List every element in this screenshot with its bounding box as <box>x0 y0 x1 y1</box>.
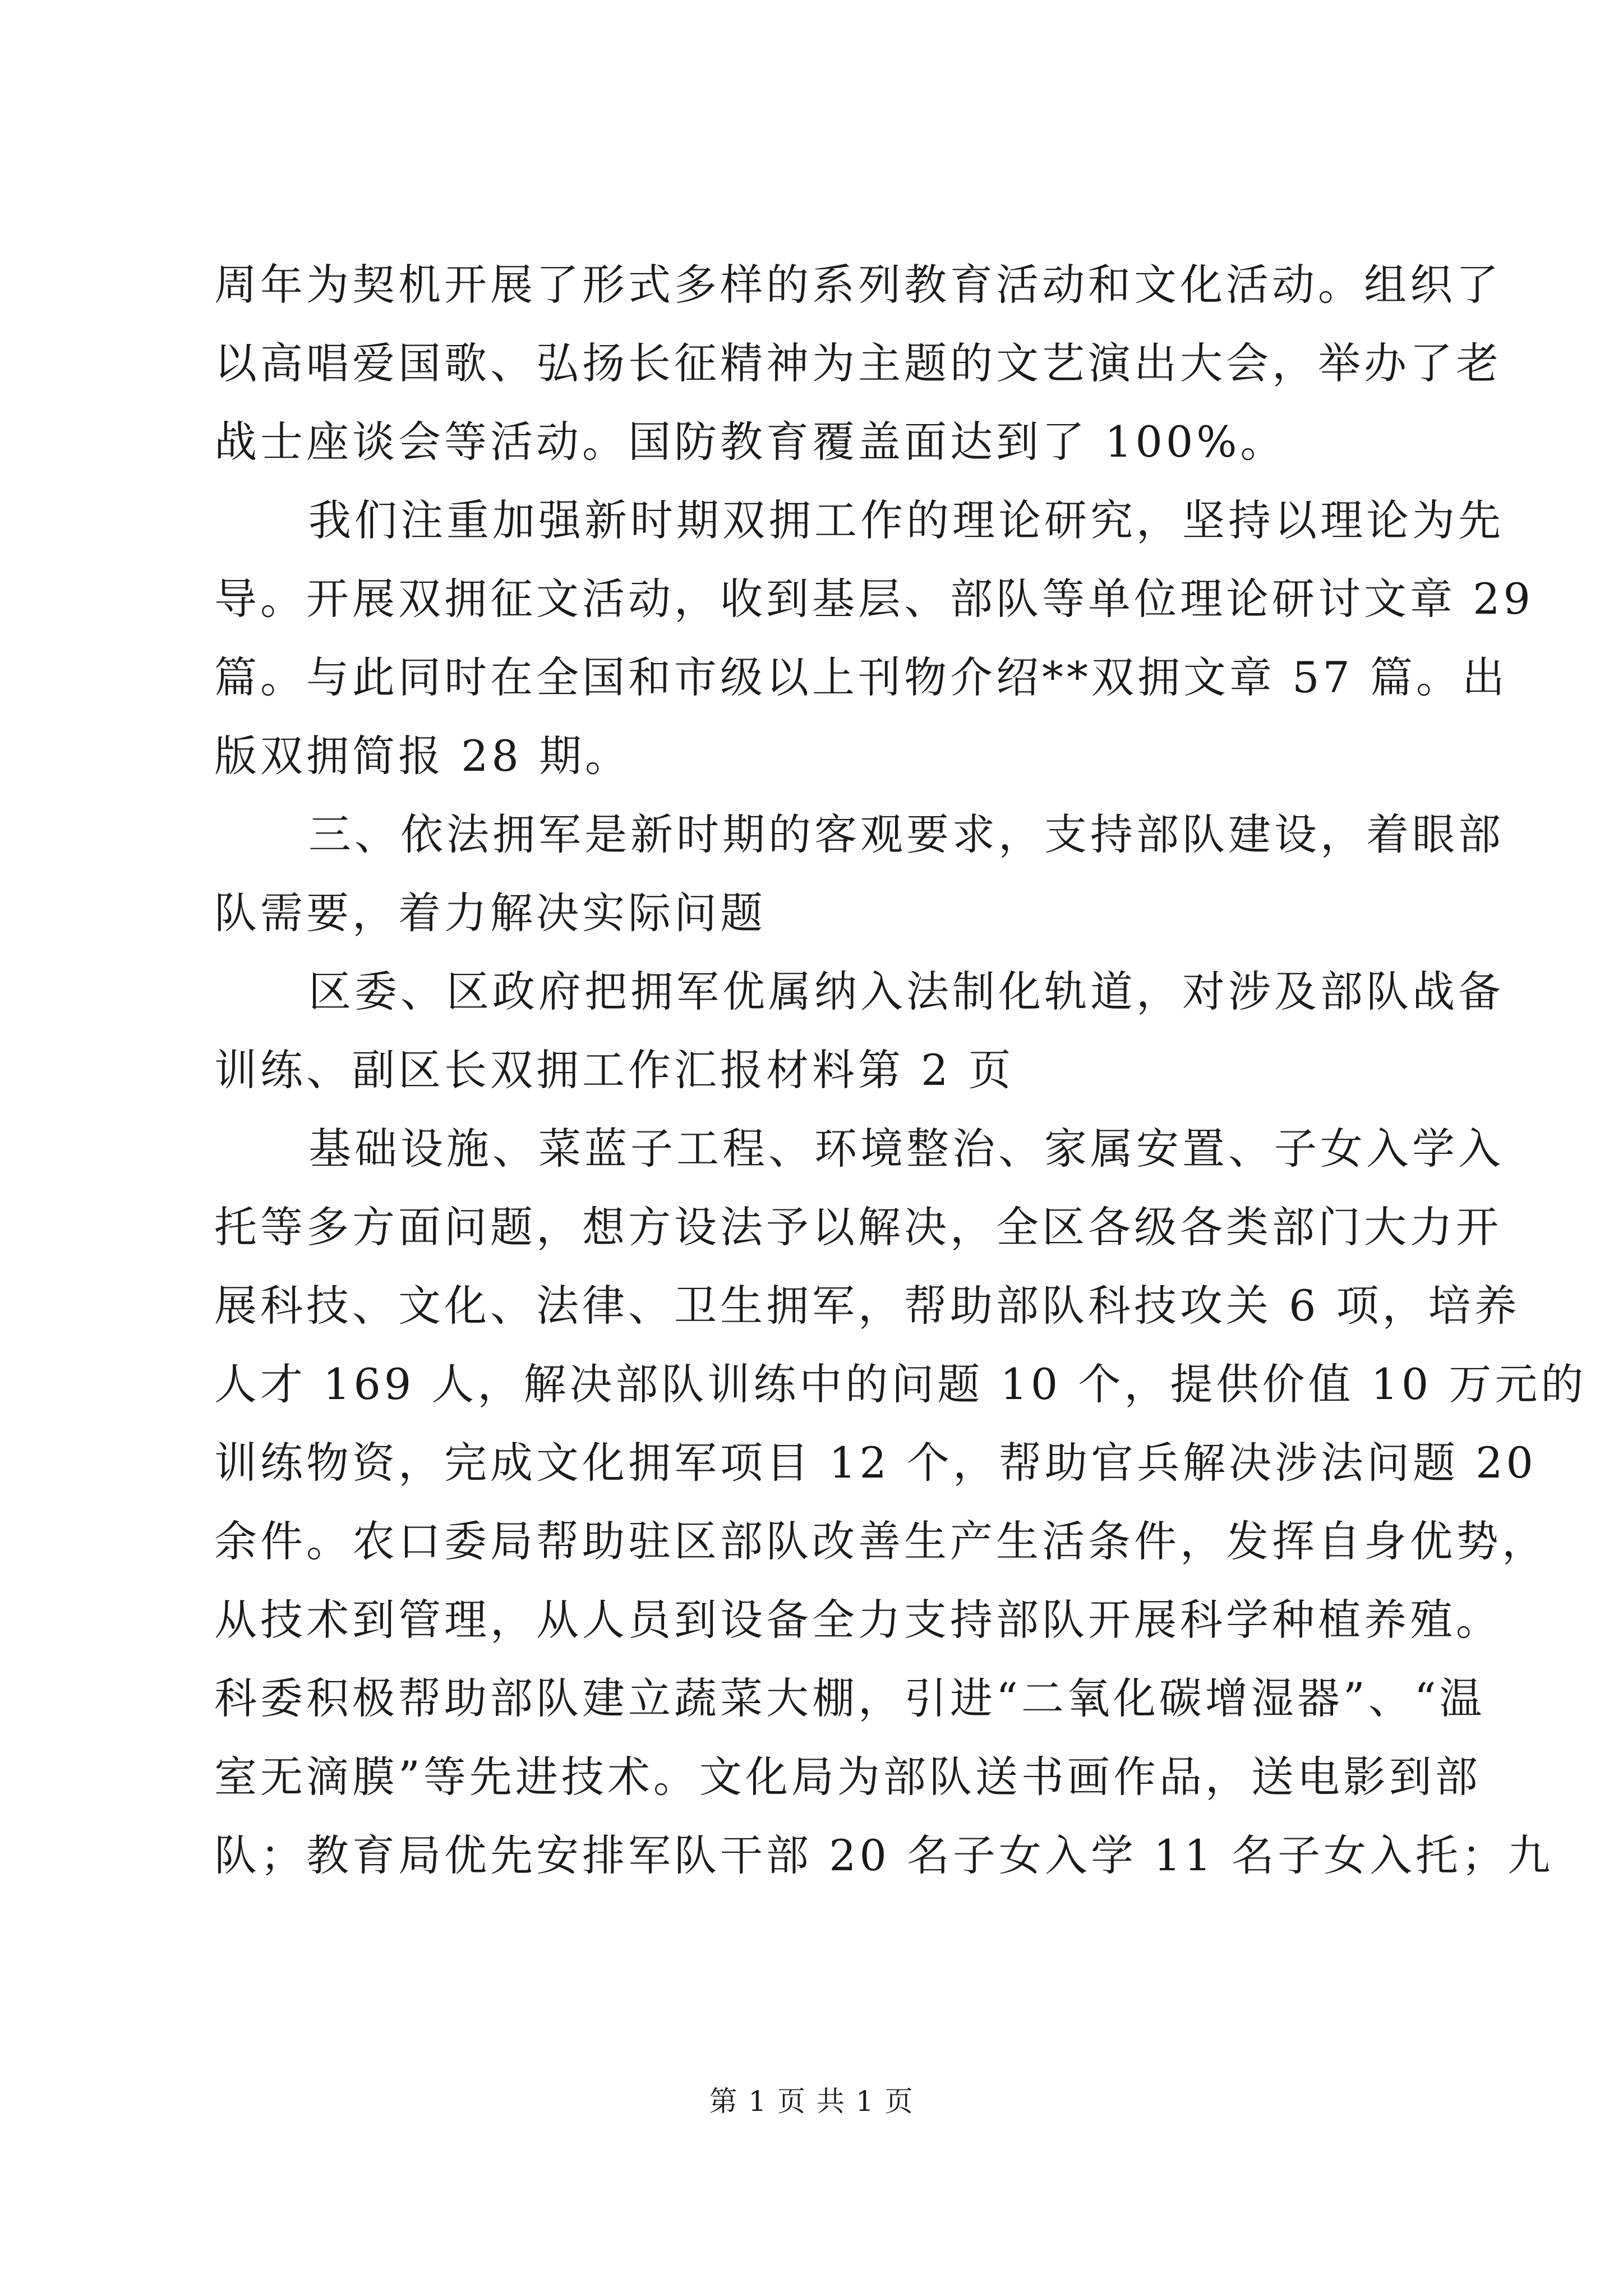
text-line-11: 训练、副区长双拥工作汇报材料第 2 页 <box>214 1045 1015 1095</box>
section-heading-line-1: 三、依法拥军是新时期的客观要求，支持部队建设，着眼部 <box>308 809 1504 859</box>
text-line-18: 从技术到管理，从人员到设备全力支持部队开展科学种植养殖。 <box>214 1595 1502 1645</box>
text-line-13: 托等多方面问题，想方设法予以解决，全区各级各类部门大力开 <box>214 1202 1502 1252</box>
text-line-14: 展科技、文化、法律、卫生拥军，帮助部队科技攻关 6 项，培养 <box>214 1281 1520 1331</box>
section-heading-line-2: 队需要，着力解决实际问题 <box>214 888 766 938</box>
text-line-17: 余件。农口委局帮助驻区部队改善生产生活条件，发挥自身优势， <box>214 1516 1548 1566</box>
text-line-1: 周年为契机开展了形式多样的系列教育活动和文化活动。组织了 <box>214 260 1502 310</box>
text-line-16: 训练物资，完成文化拥军项目 12 个，帮助官兵解决涉法问题 20 <box>214 1438 1537 1488</box>
page-footer: 第 1 页 共 1 页 <box>709 2085 914 2118</box>
text-line-10: 区委、区政府把拥军优属纳入法制化轨道，对涉及部队战备 <box>308 967 1504 1016</box>
text-line-15: 人才 169 人，解决部队训练中的问题 10 个，提供价值 10 万元的 <box>214 1359 1587 1409</box>
text-line-3: 战士座谈会等活动。国防教育覆盖面达到了 100%。 <box>214 417 1287 467</box>
text-line-7: 版双拥简报 28 期。 <box>214 731 631 781</box>
text-line-20: 室无滴膜”等先进技术。文化局为部队送书画作品，送电影到部 <box>214 1752 1481 1802</box>
text-line-19: 科委积极帮助部队建立蔬菜大棚，引进“二氧化碳增湿器”、“温 <box>214 1673 1486 1723</box>
text-line-5: 导。开展双拥征文活动，收到基层、部队等单位理论研讨文章 29 <box>214 574 1534 624</box>
text-line-2: 以高唱爱国歌、弘扬长征精神为主题的文艺演出大会，举办了老 <box>214 338 1502 388</box>
text-line-21: 队；教育局优先安排军队干部 20 名子女入学 11 名子女入托；九 <box>214 1830 1554 1880</box>
text-line-12: 基础设施、菜蓝子工程、环境整治、家属安置、子女入学入 <box>308 1124 1504 1174</box>
text-line-4: 我们注重加强新时期双拥工作的理论研究，坚持以理论为先 <box>308 495 1504 545</box>
body-text <box>214 246 1587 1895</box>
text-line-6: 篇。与此同时在全国和市级以上刊物介绍**双拥文章 57 篇。出 <box>214 652 1509 702</box>
